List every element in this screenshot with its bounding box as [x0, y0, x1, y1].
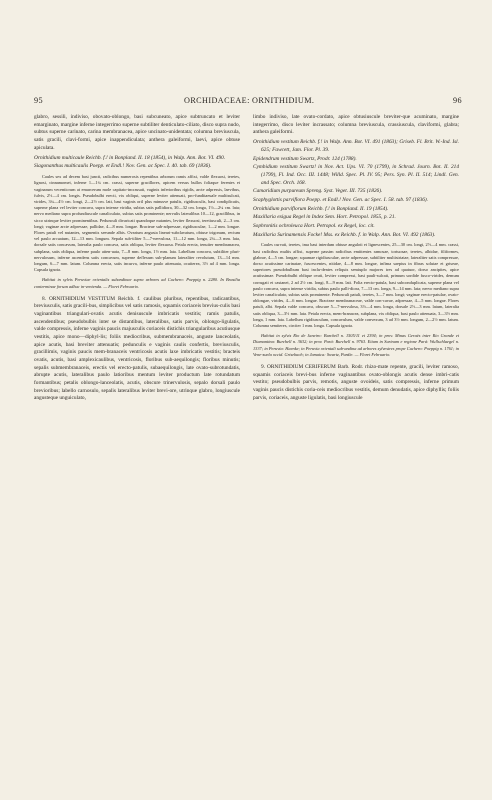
running-title-family: ORCHIDACEAE:: [184, 96, 250, 105]
synonym-citation: Ornithidium vestitum Reichb. f.! in Walp. Ann. Bot. VI. 491 (1863); Griseb. Fl. Brit. W.-Ind. Isl. 625; Fawcett, Jam. Flor. Pl. 39.: [253, 139, 459, 154]
left-column: [34, 114, 240, 405]
species-9-diagnosis: 9. ORNITHIDIUM CERIFERUM Barb. Rodr. rhizo-mate repente, gracili, leviter ramoso, squamis coriaceis brevi-bus inferne vaginantibus ovato-oblongis acutis dense imbri-catis vestito; pseudobulbis parvis, remotis, anguste ovoideis, satis compressis, inferne primum vaginis paucis distichis coria-ceis mediocribus vestitis, demum denudatis, apice diphyllis; foliis parvis, coriaceis, anguste ligulatis, basi longiuscule: [253, 364, 459, 401]
page-number-left: 95: [34, 96, 43, 105]
running-title-genus: ORNITHIDIUM.: [252, 96, 315, 105]
synonym-citation: Camaridium purpureum Spreng. Syst. Veget. III. 735 (1826).: [253, 188, 383, 195]
synonym-citation: Scaphyglottis parviflora Poepp. et Endl.! Nov. Gen. ac Spec. I. 58. tab. 97 (1836).: [253, 197, 429, 204]
species-8-diagnosis: 8. ORNITHIDIUM VESTITUM Reichb. f. caulibus pluribus, repentibus, radicantibus, breviusculis, satis gracili-bus, simplicibus vel satis ramosis, squamis coriaceis brevius-culis basi vaginantibus triangulari-ovatis acutis denisuscule imbricatis vestitis; ramis patulis, ascendentibus; pseudobulbis inter se distantibus, lateralibus, satis parvis, oblongo-ligulatis, valde compressis, inferne vaginis paucis majusculis coriaceis distichis triangularibus acutiusque vestitis, apice mono—diphyl-lis; foliis mediocribus, submembranaceis, anguste lanceolatis, apice acutis, basi breviter attenuatis; pedunculis e vaginis caulis confertis, breviusculis, gracillimis, vaginis paucis mem-branaceis ventricosis acutis laxe imbricatis vestitis; bracteis ovatis, acutis, basi amplexicaulibus, ventricosis, floribus sub-aequilongis; floribus minutis; sepalis submembranaceis, erectis vel erecto-patulis, subaequilongis, late ovato-subrotundatis, abrupte acutis, lateralibus paulo latioribus mentum leviter productum late rotundatum formantibus; petalis oblongo-lanceolatis, acutis, obscure trinervulosis, sepalo dorsali paulo brevioribus; labello carnosulo, sepalis lateralibus leviter brevi-ore, utrinque glabro, longiuscule angusteque unguiculato,: [34, 295, 240, 402]
diagnosis-continuation: glabro, sessili, indiviso, obovato-oblongo, basi subcuneato, apice subtruncato et leviter emarginato, margine inferne integerrimo superne subtiliter denticulato-ciliato, disco supra nudo, subtus superne carinato, carina membranacea, apice uncinato-unidentata; columna breviuscula, satis gracili, clavi-formi, apice inappendiculata; anthera galeiformi, laevi, apice obtuse apiculata.: [34, 114, 240, 151]
synonym-citation: Maxillaria exigua Regel in Index Sem. Hort. Petropol. 1855, p. 21.: [253, 214, 396, 221]
synonym-citation: Epidendrum vestitum Swartz, Prodr. 124 (1788).: [253, 155, 357, 162]
page-header: [34, 96, 462, 110]
diagnosis-continuation: limbo indiviso, late ovato-cordato, apice obtusiuscule breviter-que acuminato, margine integerrimo, disco leviter incrassato; columna breviuscula, crassiuscula, claviformi, glabra; anthera galeiformi.: [253, 114, 459, 136]
synonym-citation: Maxillaria Surinamensis Focke! Mss. ex Reichb. f. in Walp. Ann. Bot. VI. 492 (1863).: [253, 231, 436, 238]
synonym-citation: Siagonanthus multicaulis Poepp. et Endl.! Nov. Gen. ac Spec. I. 40. tab. 69 (1836).: [34, 163, 212, 170]
page-number-right: 96: [453, 96, 462, 105]
habitat-note: Habitat in sylvis Peruviae orientalis subandinae supra arbores ad Cuchero: Poeppig n. 2280. In Brasilia conterminae forsan adhuc in-venienda. — Floret Februario.: [34, 277, 240, 289]
synonym-citation: Cymbidium vestitum Swartz! in Nov. Act. Ups. VI. 70 (1799), in Schrad. Journ. Bot. II. 214 (1799), Fl. Ind. Occ. III. 1448; Willd. Spec. Pl. IV. 95; Pers. Syn. Pl. II. 514; Lindl. Gen. and Spec. Orch. 168.: [253, 164, 459, 186]
synonym-citation: Ornithidium parviflorum Reichb. f.! in Bonpland. II. 19 (1854).: [253, 205, 389, 212]
synonym-citation: Ornithidium multicaule Reichb. f.! in Bonpland. II. 18 (1854), in Walp. Ann. Bot. VI. 490.: [34, 154, 226, 161]
synonym-citation: Sophronitis ochroleuca Hort. Petropol. ex Regel, loc. cit.: [253, 223, 375, 230]
habitat-note: Habitat in sylvis Rio de Janeiro: Burchell n. 1505/11 et 2394; in prov. Minas Geraës inter Rio Grande et Diamantina: Burchell n. 3632; in prov. Pará: Burchell n. 9763. Etiam in Surinam e regione Pará: Wullschlaegel n. 1337; in Peruvia: Haenke; in Peruvia orientali sub-andina ad arbores sylvestres prope Cuchero: Poeppig n. 1761; in Vene-zuela occid. Grisebach; in Jamaica: Swartz, Purdie. — Floret Februario.: [253, 333, 459, 357]
species-description: Caules curvati, teretes, ima basi interdum obtuse anguloti et lignescentes, 25—30 cm. longi, 2½—4 mm. crassi, basi radicibus multis affixi, superne passim radicibus emittentes ramosae, tortuosae, teretes, albidae, filiformes, glabrae, 4—5 cm. longae; squamae rigidiusculae, arcte adpressae, subtiliter multistriatae, lateraliter satis compressae, dorso acutissime carinatae, fuscescentes, nitidae, 4—8 mm. longae, infima saepius in fibras solutae et griseae, superiores pseudobulbum basi inclu-dentes reliquis semiuplo majores tres ad quatuor, dorso ancipites, apice acutissimae. Pseudobulbi oblique ovati, leviter compressi, basi pauli-sulcati, primum sordide fusco-virides, demum corrugati et castanei, 2 ad 2½ cm. longi, 8—9 mm. lati. Folia erecto-patula, basi subconduplicata, superne plana vel paulo concava, supra intense viridia, subtus paulo palli-diora, 7—13 cm. longa, 9—14 mm. lata; nervo mediano supra leviter canaliculato, subtus satis prominente. Pedunculi patuli, teretes, 3—7 mm. longi; vaginae erecto-patulae, ovato-oblongae, virides, 4—6 mm. longae. Bracteae membranaceae, valde con-cavae, adpressae, 4—5 mm. longae. Flores patuli, albi. Sepala valde concava, obscure 5—7-nervulosa, 3½—4 mm. longa, dorsale 2½—3 mm. latum, lateralia satis obliqua, 3—3½ mm. lata. Petala erecta, mem-branacea, subplana, vix obliqua, basi paulo attenuata, 3—3½ mm. longa, 1 mm. lata. Labellum rigidiusculum, concavulum, valde convexum, 3 ad 3½ mm. longum, 2—2½ mm. latum. Columna semiteres, circiter 1 mm. longa. Capsula ignota.: [253, 242, 459, 328]
species-description: Caules sex ad decem basi juncti, radicibus numerosis repentibus arborum ramis affixi, valde flexuosi, teretes, lignosi, cinnamomei, inferne 1—1¼ cm. crassi, superne gracillores, apicem versus bullos foliaque ferentes et vaginarum vecenticrum at emarcerum mole capitato-incrassati, vaginis inferioribus rigidis, arcte adpressis, laevibus, fulvis, 2½—4 cm. longis. Pseudobulbi erecti, vix obliqui, superne leviter attenuati, pro-funditaeuale multisulcati, virides, 3¼—4½ cm. longi, 2—2½ cm. lati, basi vaginis oril plus minusve patulis, rigidiusculis, basi condiplicatis, superne plana vel leviter concava, supra intense viridia, subtus satis pallidiora, 30—32 cm. longa, 1½—2¼ cm. lata; nervo mediano supra profundiuscule canaliculato, subtus satis prominente; nervulis lateralibus 10—12, gracillibus, in sicco utrinque leviter prominentibus. Pedunculi divaricati quandoque nutantes, leviter flexuosi, teretiusculi, 2—3 cm. longi; vaginae arcte adpressae, pallidae, 4—8 mm. longae. Bracteae sub-adpressae, rigidiusculae, 1—2 mm. longae. Flores patuli vel nutantes, segmentis seeunde albis. Ovarium angusta lineari-subclavatum, obtuse trigonum, rectum vel paulo arcuatum, 12—13 mm. longum. Sepala sub-tiliter 5—7-nervulosa, 11—12 mm. longa, 2¼—3 mm. lata, dorsale satis concavum, lateralia paulo concava, satis obliqua, leviter flexuosa. Petala erecta, tenuiter membranacea, subplana, satis obliqua, inferne paulo atten-uata, 7—8 mm. longa, 1½ mm. lata. Labellum concava, subtiliter pluri-nervulosum, inferne ascendens satis concavum, superne deflexum sub-planum lateraliter revolutum, 13—14 mm. longum, 6—7 mm. latum. Columna erecta, satis incurva, inferne paulo attenuata, ocuiterea, 3½ ad 4 mm. longa. Capsula ignota.: [34, 174, 240, 273]
right-column: [253, 114, 459, 405]
